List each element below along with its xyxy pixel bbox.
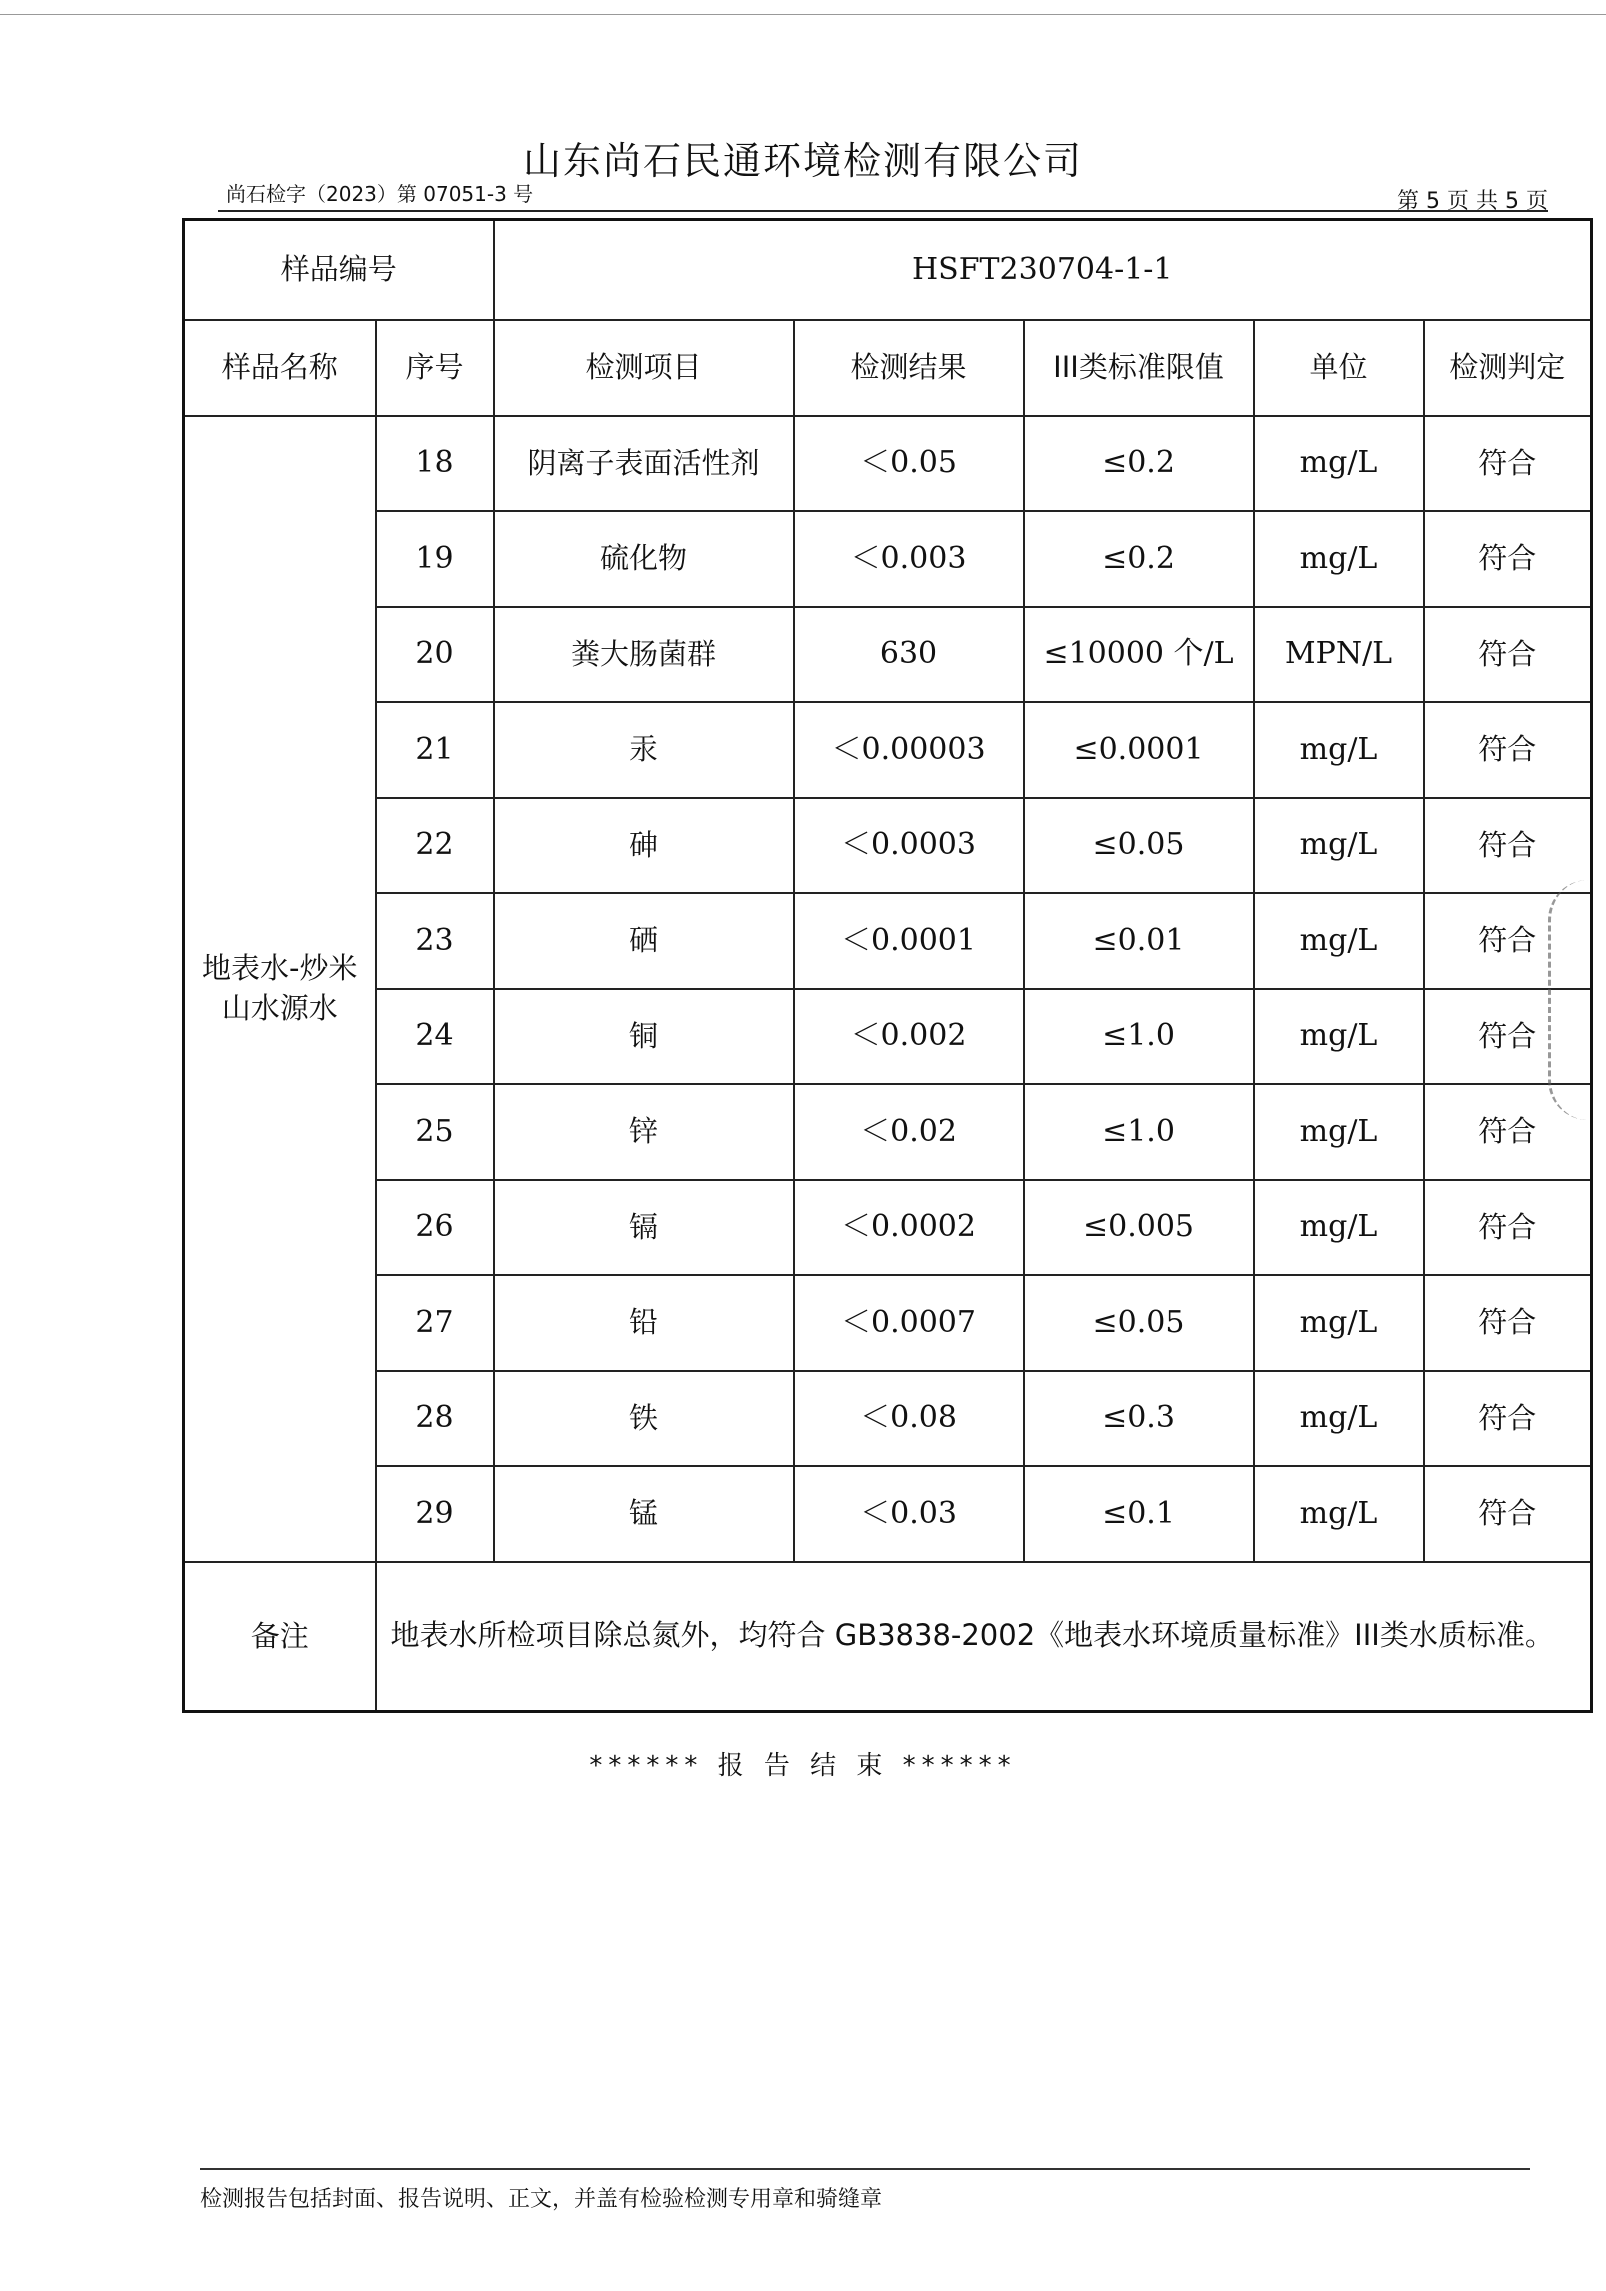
header-rule xyxy=(218,210,1548,212)
unit: mg/L xyxy=(1254,416,1424,512)
table-row xyxy=(184,1466,1592,1562)
unit: mg/L xyxy=(1254,1275,1424,1371)
table-row xyxy=(184,1275,1592,1371)
test-result: ＜0.08 xyxy=(794,1371,1024,1467)
judgement: 符合 xyxy=(1424,1084,1592,1180)
test-item: 锰 xyxy=(494,1466,794,1562)
judgement: 符合 xyxy=(1424,989,1592,1085)
sample-name: 地表水-炒米山水源水 xyxy=(184,416,376,1562)
test-item: 阴离子表面活性剂 xyxy=(494,416,794,512)
remark-label: 备注 xyxy=(184,1562,376,1712)
test-result: ＜0.02 xyxy=(794,1084,1024,1180)
judgement: 符合 xyxy=(1424,511,1592,607)
row-number: 18 xyxy=(376,416,494,512)
table-row xyxy=(184,607,1592,703)
table-row xyxy=(184,1180,1592,1276)
judgement: 符合 xyxy=(1424,893,1592,989)
standard-limit: ≤0.1 xyxy=(1024,1466,1254,1562)
row-number: 29 xyxy=(376,1466,494,1562)
col-header-unit: 单位 xyxy=(1254,320,1424,416)
standard-limit: ≤0.01 xyxy=(1024,893,1254,989)
judgement: 符合 xyxy=(1424,1466,1592,1562)
test-result: ＜0.00003 xyxy=(794,702,1024,798)
scan-edge-line xyxy=(0,14,1606,15)
test-item: 锌 xyxy=(494,1084,794,1180)
row-number: 25 xyxy=(376,1084,494,1180)
judgement: 符合 xyxy=(1424,798,1592,894)
row-number: 21 xyxy=(376,702,494,798)
footer-note: 检测报告包括封面、报告说明、正文，并盖有检验检测专用章和骑缝章 xyxy=(200,2187,883,2212)
unit: mg/L xyxy=(1254,511,1424,607)
test-item: 汞 xyxy=(494,702,794,798)
standard-limit: ≤1.0 xyxy=(1024,1084,1254,1180)
table-row xyxy=(184,511,1592,607)
table-row xyxy=(184,416,1592,512)
test-item: 砷 xyxy=(494,798,794,894)
test-result: ＜0.002 xyxy=(794,989,1024,1085)
unit: mg/L xyxy=(1254,798,1424,894)
sample-id-row xyxy=(184,220,1592,320)
test-item: 铅 xyxy=(494,1275,794,1371)
standard-limit: ≤0.005 xyxy=(1024,1180,1254,1276)
table-row xyxy=(184,1371,1592,1467)
sample-id-value: HSFT230704-1-1 xyxy=(494,220,1592,320)
col-header-judge: 检测判定 xyxy=(1424,320,1592,416)
col-header-item: 检测项目 xyxy=(494,320,794,416)
standard-limit: ≤0.3 xyxy=(1024,1371,1254,1467)
unit: mg/L xyxy=(1254,1371,1424,1467)
remark-text: 地表水所检项目除总氮外，均符合 GB3838-2002《地表水环境质量标准》III类水质标准。 xyxy=(376,1562,1592,1712)
page-number: 第 5 页 共 5 页 xyxy=(1397,189,1548,214)
col-header-limit: III类标准限值 xyxy=(1024,320,1254,416)
test-result: ＜0.0002 xyxy=(794,1180,1024,1276)
row-number: 28 xyxy=(376,1371,494,1467)
col-header-no: 序号 xyxy=(376,320,494,416)
seal-stamp xyxy=(1548,880,1606,1120)
test-item: 硫化物 xyxy=(494,511,794,607)
test-item: 硒 xyxy=(494,893,794,989)
row-number: 24 xyxy=(376,989,494,1085)
judgement: 符合 xyxy=(1424,1180,1592,1276)
table-row xyxy=(184,798,1592,894)
test-item: 铁 xyxy=(494,1371,794,1467)
test-result: ＜0.03 xyxy=(794,1466,1024,1562)
unit: mg/L xyxy=(1254,1180,1424,1276)
row-number: 22 xyxy=(376,798,494,894)
column-header-row xyxy=(184,320,1592,416)
judgement: 符合 xyxy=(1424,702,1592,798)
table-row xyxy=(184,1084,1592,1180)
col-header-result: 检测结果 xyxy=(794,320,1024,416)
standard-limit: ≤0.05 xyxy=(1024,1275,1254,1371)
test-result: ＜0.0007 xyxy=(794,1275,1024,1371)
judgement: 符合 xyxy=(1424,607,1592,703)
row-number: 27 xyxy=(376,1275,494,1371)
results-table xyxy=(182,218,1593,1713)
test-result: ＜0.0003 xyxy=(794,798,1024,894)
standard-limit: ≤0.2 xyxy=(1024,416,1254,512)
judgement: 符合 xyxy=(1424,1275,1592,1371)
unit: mg/L xyxy=(1254,1084,1424,1180)
unit: mg/L xyxy=(1254,893,1424,989)
test-item: 粪大肠菌群 xyxy=(494,607,794,703)
table-row xyxy=(184,989,1592,1085)
table-row xyxy=(184,893,1592,989)
unit: mg/L xyxy=(1254,702,1424,798)
unit: mg/L xyxy=(1254,1466,1424,1562)
test-result: 630 xyxy=(794,607,1024,703)
test-item: 镉 xyxy=(494,1180,794,1276)
judgement: 符合 xyxy=(1424,1371,1592,1467)
end-of-report: ****** 报 告 结 束 ****** xyxy=(589,1751,1017,1781)
test-result: ＜0.003 xyxy=(794,511,1024,607)
standard-limit: ≤0.0001 xyxy=(1024,702,1254,798)
row-number: 19 xyxy=(376,511,494,607)
test-item: 铜 xyxy=(494,989,794,1085)
company-name: 山东尚石民通环境检测有限公司 xyxy=(522,139,1083,183)
unit: mg/L xyxy=(1254,989,1424,1085)
standard-limit: ≤0.2 xyxy=(1024,511,1254,607)
row-number: 20 xyxy=(376,607,494,703)
test-result: ＜0.0001 xyxy=(794,893,1024,989)
remark-row xyxy=(184,1562,1592,1712)
row-number: 23 xyxy=(376,893,494,989)
standard-limit: ≤1.0 xyxy=(1024,989,1254,1085)
sample-id-label: 样品编号 xyxy=(184,220,494,320)
report-number: 尚石检字（2023）第 07051-3 号 xyxy=(226,182,534,206)
col-header-sample-name: 样品名称 xyxy=(184,320,376,416)
test-result: ＜0.05 xyxy=(794,416,1024,512)
unit: MPN/L xyxy=(1254,607,1424,703)
row-number: 26 xyxy=(376,1180,494,1276)
footer-rule xyxy=(200,2168,1530,2170)
table-row xyxy=(184,702,1592,798)
standard-limit: ≤0.05 xyxy=(1024,798,1254,894)
judgement: 符合 xyxy=(1424,416,1592,512)
standard-limit: ≤10000 个/L xyxy=(1024,607,1254,703)
